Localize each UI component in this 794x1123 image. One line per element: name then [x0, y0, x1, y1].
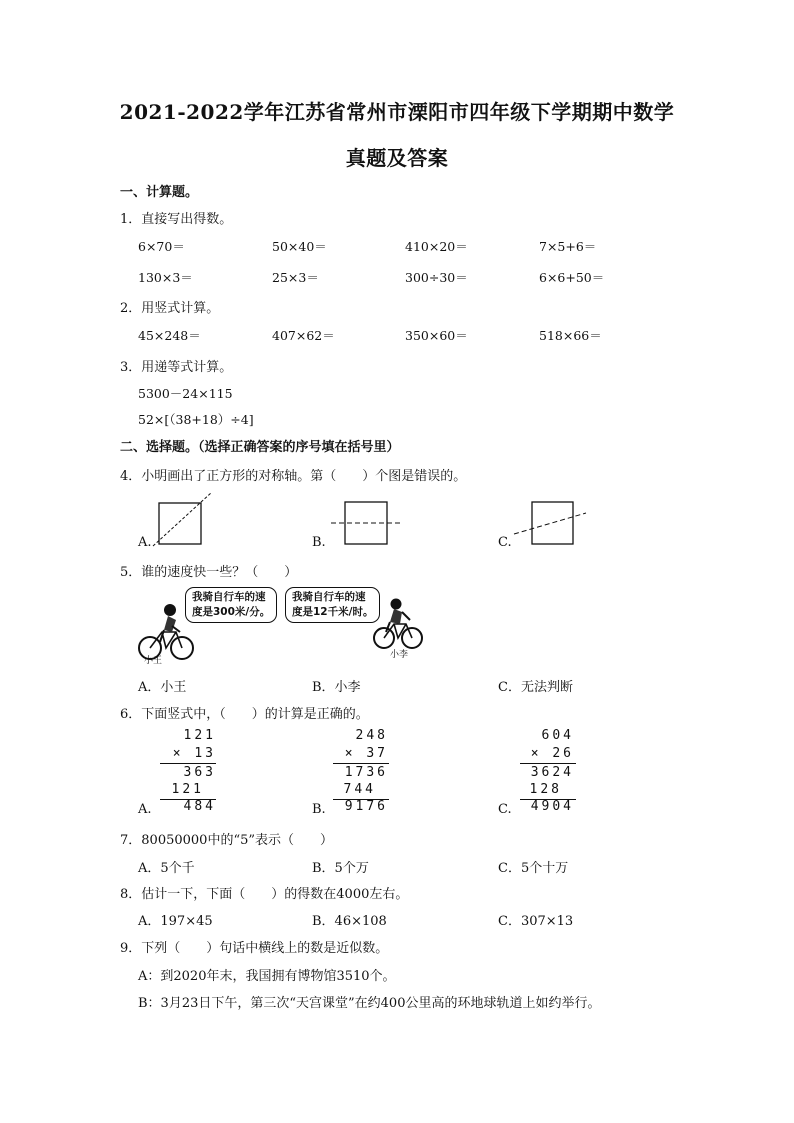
- cyclist-right-icon: [372, 596, 424, 652]
- calc-b-multiplier: × 37: [344, 746, 388, 761]
- calc-a-rule: [160, 763, 216, 764]
- calc-b-multiplicand: 248: [355, 728, 388, 743]
- bubble-text: 度是12千米/时。: [292, 606, 374, 618]
- calc-c-multiplicand: 604: [541, 728, 574, 743]
- calc-b-result: 9176: [344, 799, 388, 814]
- q5-option-a: A．小王: [138, 680, 187, 695]
- q4-figure-b: [325, 490, 410, 550]
- q7-option-b: B．5个万: [312, 861, 369, 876]
- q1-stem: 1．直接写出得数。: [120, 212, 233, 227]
- q9-statement-a: A：到2020年末，我国拥有博物馆3510个。: [138, 969, 396, 984]
- calc-c-rule: [520, 763, 576, 764]
- q1-expr: 7×5+6＝: [539, 239, 597, 254]
- bubble-text: 我骑自行车的速: [192, 591, 266, 603]
- calc-c-partial1: 3624: [530, 765, 574, 780]
- calc-a-partial1: 363: [183, 765, 216, 780]
- q7-stem: 7．80050000中的“5”表示（ ）: [120, 833, 334, 848]
- q1-expr: 6×70＝: [138, 239, 185, 254]
- q6-option-b-label: B.: [312, 802, 326, 817]
- calc-b-partial1: 1736: [344, 765, 388, 780]
- q3-expr: 52×[（38+18）÷4]: [138, 412, 254, 427]
- q7-option-a: A．5个千: [138, 861, 195, 876]
- q2-expr: 518×66＝: [539, 328, 602, 343]
- q4-option-b: B.: [312, 535, 326, 550]
- page-title-line2: 真题及答案: [345, 146, 449, 170]
- q2-expr: 407×62＝: [272, 328, 335, 343]
- speech-bubble-left: [185, 587, 277, 623]
- q9-stem: 9．下列（ ）句话中横线上的数是近似数。: [120, 941, 389, 956]
- q1-expr: 6×6+50＝: [539, 270, 605, 285]
- calc-c-result: 4904: [530, 799, 574, 814]
- q8-option-a: A．197×45: [138, 914, 213, 929]
- q8-option-b: B．46×108: [312, 914, 387, 929]
- q6-option-a-label: A.: [138, 802, 152, 817]
- calc-a-result: 484: [183, 799, 216, 814]
- speech-bubble-right: [285, 587, 380, 623]
- calc-c-multiplier: × 26: [530, 746, 574, 761]
- q4-option-a: A.: [138, 535, 152, 550]
- q5-option-b: B．小李: [312, 680, 361, 695]
- q1-expr: 25×3＝: [272, 270, 319, 285]
- q7-option-c: C．5个十万: [498, 861, 569, 876]
- bubble-text: 我骑自行车的速: [292, 591, 366, 603]
- q5-option-c: C．无法判断: [498, 680, 573, 695]
- calc-c-partial2: 128: [529, 782, 562, 797]
- q6-stem: 6．下面竖式中，（ ）的计算是正确的。: [120, 707, 369, 722]
- bubble-text: 度是300米/分。: [192, 606, 271, 618]
- page-title: 2021-2022学年江苏省常州市溧阳市四年级下学期期中数学: [119, 100, 675, 124]
- calc-a-multiplicand: 121: [183, 728, 216, 743]
- q9-statement-b: B：3月23日下午，第三次“天宫课堂”在约400公里高的环地球轨道上如约举行。: [138, 996, 601, 1011]
- section2-heading: 二、选择题。（选择正确答案的序号填在括号里）: [120, 440, 400, 455]
- calc-b-partial2: 744: [343, 782, 376, 797]
- q1-expr: 300÷30＝: [405, 270, 468, 285]
- section1-heading: 一、计算题。: [120, 185, 199, 200]
- q4-option-c: C.: [498, 535, 512, 550]
- q8-option-c: C．307×13: [498, 914, 574, 929]
- q1-expr: 130×3＝: [138, 270, 193, 285]
- q2-expr: 350×60＝: [405, 328, 468, 343]
- q8-stem: 8．估计一下，下面（ ）的得数在4000左右。: [120, 887, 409, 902]
- q4-figure-c: [510, 490, 590, 550]
- q2-stem: 2．用竖式计算。: [120, 301, 220, 316]
- q5-stem: 5．谁的速度快一些？（ ）: [120, 565, 298, 580]
- q6-option-c-label: C.: [498, 802, 512, 817]
- cyclist-left-name: 小王: [144, 656, 163, 666]
- q1-expr: 410×20＝: [405, 239, 468, 254]
- q1-expr: 50×40＝: [272, 239, 327, 254]
- calc-a-partial2: 121: [171, 782, 204, 797]
- calc-a-multiplier: × 13: [172, 746, 216, 761]
- q4-stem: 4．小明画出了正方形的对称轴。第（ ）个图是错误的。: [120, 469, 467, 484]
- q3-expr: 5300－24×115: [138, 386, 233, 401]
- q4-figure-a: [140, 490, 220, 550]
- q2-expr: 45×248＝: [138, 328, 201, 343]
- cyclist-right-name: 小李: [390, 650, 409, 660]
- calc-b-rule: [333, 763, 389, 764]
- q3-stem: 3．用递等式计算。: [120, 360, 233, 375]
